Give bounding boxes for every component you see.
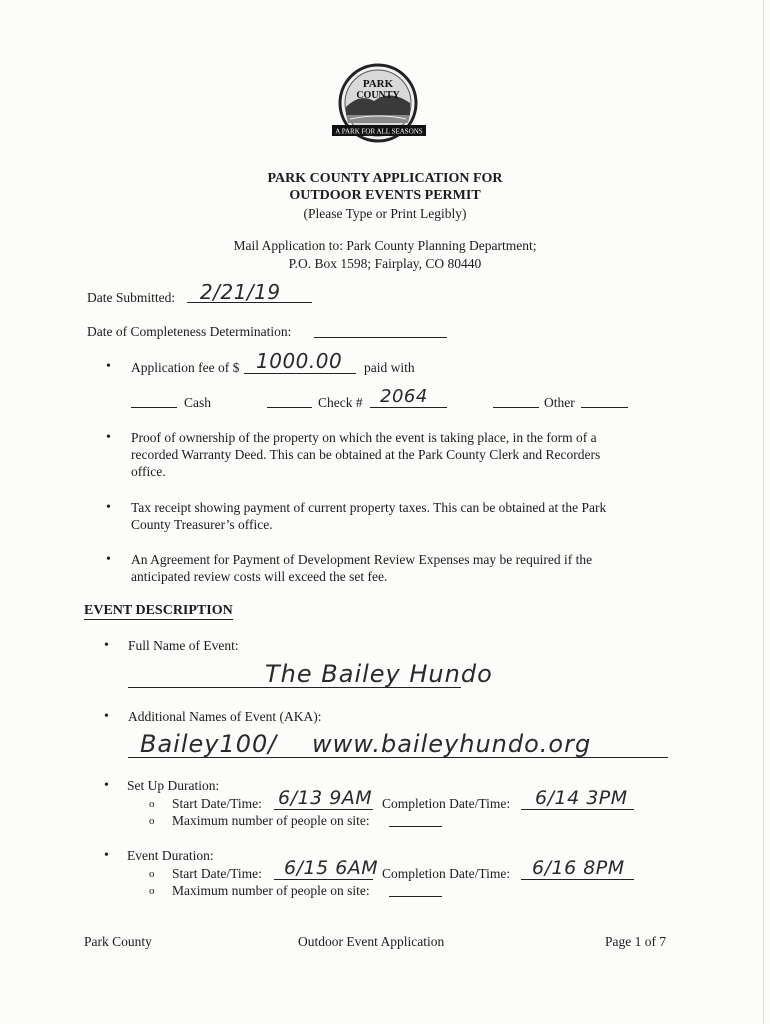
footer-center: Outdoor Event Application <box>298 934 445 949</box>
full-name-value[interactable]: The Bailey Hundo <box>265 660 493 688</box>
setup-start-line <box>274 809 373 810</box>
fee-label: Application fee of $ <box>131 360 240 375</box>
fee-line <box>244 373 356 374</box>
bullet-icon: • <box>104 709 109 724</box>
footer-left: Park County <box>84 934 152 949</box>
other-field[interactable] <box>493 407 539 408</box>
event-description-heading: EVENT DESCRIPTION <box>84 603 233 618</box>
bullet-icon: • <box>106 552 111 567</box>
aka-value-2[interactable]: www.baileyhundo.org <box>312 730 592 758</box>
setup-max-people-label: Maximum number of people on site: <box>172 813 370 828</box>
page-edge <box>763 0 764 1024</box>
form-title-line1: PARK COUNTY APPLICATION FOR <box>267 171 503 186</box>
bullet-icon: • <box>106 500 111 515</box>
event-max-people-field[interactable] <box>389 896 442 897</box>
bullet-icon: • <box>104 778 109 793</box>
setup-completion-label: Completion Date/Time: <box>382 796 511 811</box>
tax-text-l1: Tax receipt showing payment of current property taxes. This can be obtained at the Park <box>131 500 607 515</box>
mail-address-line1: Mail Application to: Park County Planning Department; <box>233 238 537 253</box>
completeness-label: Date of Completeness Determination: <box>87 324 292 339</box>
setup-duration-label: Set Up Duration: <box>127 778 220 793</box>
cash-field[interactable] <box>131 407 177 408</box>
agreement-text-l2: anticipated review costs will exceed the set fee. <box>131 569 388 584</box>
park-county-seal-icon <box>330 63 430 151</box>
completeness-field[interactable] <box>314 337 447 338</box>
full-name-label: Full Name of Event: <box>128 638 239 653</box>
event-completion-value[interactable]: 6/16 8PM <box>532 857 625 879</box>
aka-value-1[interactable]: Bailey100 <box>140 730 269 758</box>
setup-completion-value[interactable]: 6/14 3PM <box>535 787 628 809</box>
paid-with-label: paid with <box>364 360 415 375</box>
circle-bullet-icon: o <box>149 815 155 827</box>
circle-bullet-icon: o <box>149 885 155 897</box>
agreement-text-l1: An Agreement for Payment of Development Review Expenses may be required if the <box>131 552 593 567</box>
date-submitted-value[interactable]: 2/21/19 <box>200 280 281 304</box>
event-completion-label: Completion Date/Time: <box>382 866 511 881</box>
ownership-text-l3: office. <box>131 464 166 479</box>
check-field[interactable] <box>267 407 312 408</box>
aka-separator: / <box>268 730 278 758</box>
event-start-value[interactable]: 6/15 6AM <box>284 857 379 879</box>
event-max-people-label: Maximum number of people on site: <box>172 883 370 898</box>
ownership-text-l1: Proof of ownership of the property on which the event is taking place, in the form of a <box>131 430 597 445</box>
bullet-icon: • <box>106 430 111 445</box>
svg-text:A PARK FOR ALL SEASONS: A PARK FOR ALL SEASONS <box>335 127 423 136</box>
tax-text-l2: County Treasurer’s office. <box>131 517 273 532</box>
check-number-value[interactable]: 2064 <box>380 386 428 407</box>
bullet-icon: • <box>104 638 109 653</box>
check-number-line <box>370 407 447 408</box>
event-completion-line <box>521 879 634 880</box>
ownership-text-l2: recorded Warranty Deed. This can be obtained at the Park County Clerk and Recorders <box>131 447 601 462</box>
form-subtitle: (Please Type or Print Legibly) <box>303 206 467 221</box>
svg-text:COUNTY: COUNTY <box>356 90 400 101</box>
event-duration-label: Event Duration: <box>127 848 214 863</box>
setup-start-value[interactable]: 6/13 9AM <box>278 787 373 809</box>
setup-completion-line <box>521 809 634 810</box>
circle-bullet-icon: o <box>149 798 155 810</box>
bullet-icon: • <box>104 848 109 863</box>
event-start-label: Start Date/Time: <box>172 866 262 881</box>
form-title-line2: OUTDOOR EVENTS PERMIT <box>289 188 481 203</box>
bullet-icon: • <box>106 359 111 374</box>
mail-address-line2: P.O. Box 1598; Fairplay, CO 80440 <box>288 256 482 271</box>
setup-max-people-field[interactable] <box>389 826 442 827</box>
other-text-field[interactable] <box>581 407 628 408</box>
check-label: Check # <box>318 395 363 410</box>
date-submitted-label: Date Submitted: <box>87 290 176 305</box>
event-start-line <box>274 879 373 880</box>
footer-page-number: Page 1 of 7 <box>605 934 667 949</box>
setup-start-label: Start Date/Time: <box>172 796 262 811</box>
cash-label: Cash <box>184 395 211 410</box>
other-label: Other <box>544 395 575 410</box>
fee-value[interactable]: 1000.00 <box>256 349 343 373</box>
circle-bullet-icon: o <box>149 868 155 880</box>
aka-label: Additional Names of Event (AKA): <box>128 709 322 724</box>
svg-text:PARK: PARK <box>362 78 394 90</box>
